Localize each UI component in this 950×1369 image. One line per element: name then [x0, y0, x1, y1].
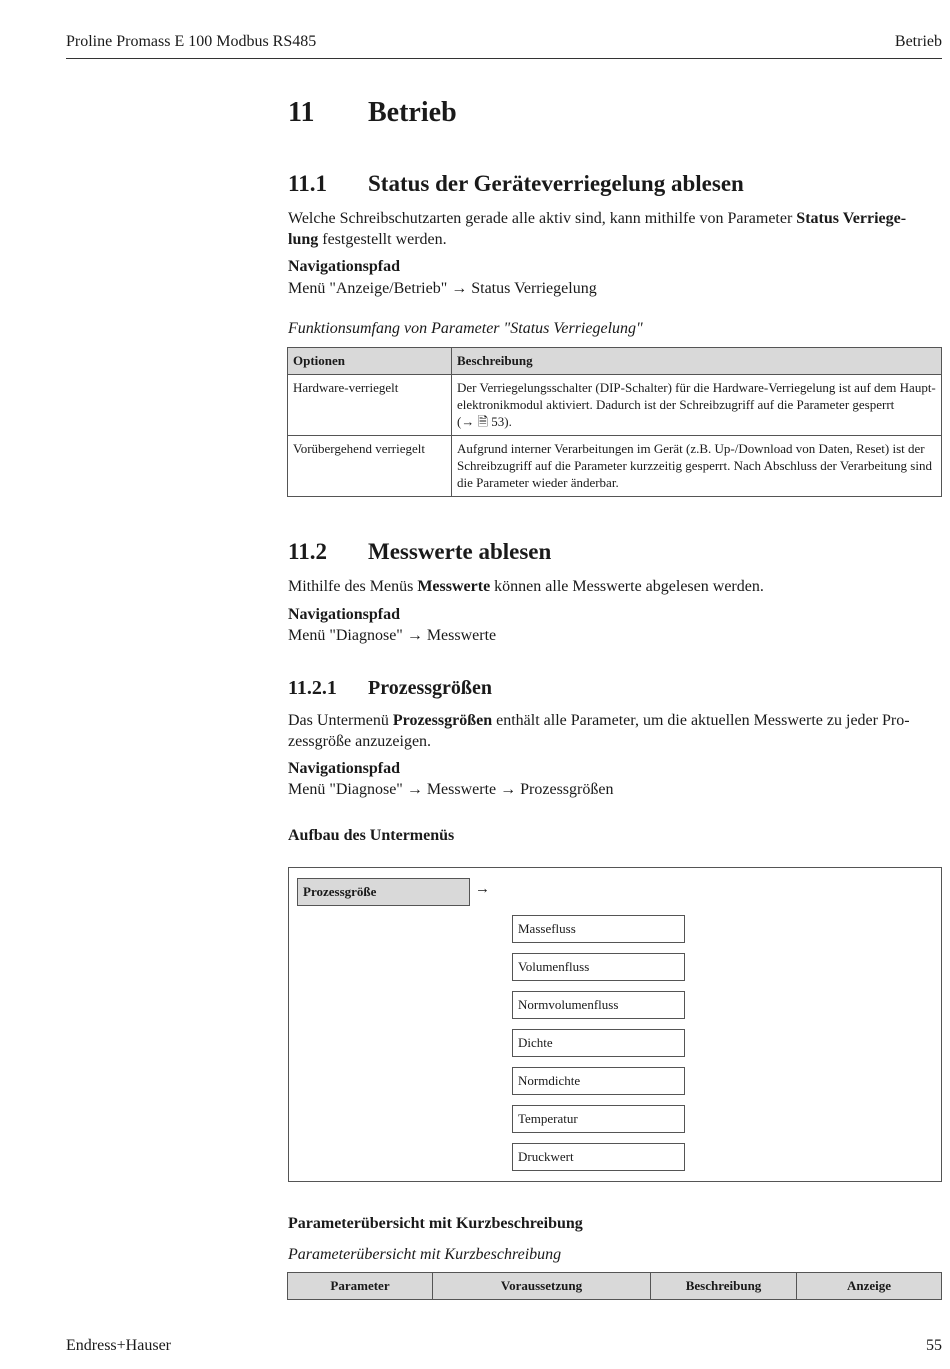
intro-text: Mithilfe des Menüs [288, 578, 418, 595]
description-cell [452, 436, 942, 497]
column-header-description: Beschreibung [452, 348, 942, 375]
parameter-tile-temperatur: Temperatur [512, 1105, 685, 1133]
intro-text-end: enthält alle Parameter, um die aktuellen Messwerte zu jeder Pro- [492, 712, 910, 729]
page-number: 55 [926, 1337, 942, 1354]
parameter-overview-table [287, 1272, 942, 1300]
chapter-number: 11 [288, 97, 315, 128]
description-line: elektronikmodul aktiviert. Dadurch ist der Schreibzugriff auf die Parameter gesperrt [457, 397, 895, 412]
section-heading-11-1 [288, 171, 744, 197]
section-number: 11.1 [288, 171, 327, 196]
section-11-2-1-intro [288, 710, 942, 752]
section-number: 11.2.1 [288, 677, 337, 699]
column-header-options: Optionen [288, 348, 452, 375]
section-11-1-intro [288, 208, 942, 250]
table-caption-11-1: Funktionsumfang von Parameter "Status Verriegelung" [288, 320, 643, 337]
description-line: Schreibzugriff auf die Parameter kurzzeitig gesperrt. Nach Abschluss der Verarbeitung sind [457, 458, 932, 473]
parameter-tile-dichte: Dichte [512, 1029, 685, 1057]
lock-status-table [287, 347, 942, 497]
parameter-tile-normdichte: Normdichte [512, 1067, 685, 1095]
option-cell: Hardware-verriegelt [288, 375, 452, 436]
arrow-right-icon: → [475, 881, 490, 897]
chapter-title: Betrieb [368, 97, 457, 128]
section-title: Messwerte ablesen [368, 539, 552, 564]
column-header-anzeige: Anzeige [797, 1273, 942, 1300]
submenu-diagram [288, 867, 942, 1182]
parameter-name: Status Verriege- [796, 210, 907, 227]
running-header-section: Betrieb [894, 33, 942, 50]
section-heading-11-2-1 [288, 677, 492, 700]
column-header-voraussetzung: Voraussetzung [433, 1273, 651, 1300]
section-11-2-intro [288, 576, 942, 597]
parameter-overview-heading: Parameterübersicht mit Kurzbeschreibung [288, 1215, 583, 1232]
section-title: Status der Geräteverriegelung ablesen [368, 171, 744, 196]
intro-text-end: festgestellt werden. [318, 231, 447, 248]
column-header-beschreibung: Beschreibung [651, 1273, 797, 1300]
nav-path-11-2-1: Menü "Diagnose" → Messwerte → Prozessgrößen [288, 781, 614, 798]
nav-label-11-2-1: Navigationspfad [288, 760, 401, 777]
footer-company: Endress+Hauser [66, 1337, 171, 1354]
intro-text-end: können alle Messwerte abgelesen werden. [490, 578, 764, 595]
submenu-structure-heading: Aufbau des Untermenüs [288, 827, 455, 844]
option-cell: Vorübergehend verriegelt [288, 436, 452, 497]
section-heading-11-2 [288, 539, 551, 565]
running-header-title: Proline Promass E 100 Modbus RS485 [66, 33, 317, 50]
table-header-row [288, 1273, 942, 1300]
table-header-row [288, 348, 942, 375]
nav-label-11-1: Navigationspfad [288, 258, 401, 275]
description-line: Aufgrund interner Verarbeitungen im Gerät (z.B. Up-/Download von Daten, Reset) ist der [457, 441, 925, 456]
table-row [288, 436, 942, 497]
table-row [288, 375, 942, 436]
parameter-name-cont: lung [288, 231, 319, 248]
section-number: 11.2 [288, 539, 327, 564]
page-reference-link[interactable]: (→ 🗎 53). [457, 414, 512, 429]
header-rule [66, 58, 942, 59]
parameter-tile-massefluss: Massefluss [512, 915, 685, 943]
description-line: die Parameter wieder änderbar. [457, 475, 619, 490]
nav-path-11-2: Menü "Diagnose" → Messwerte [288, 627, 497, 644]
chapter-heading [288, 97, 457, 129]
parameter-overview-caption: Parameterübersicht mit Kurzbeschreibung [288, 1246, 562, 1263]
parameter-tile-normvolumenfluss: Normvolumenfluss [512, 991, 685, 1019]
submenu-root-tile: Prozessgröße [297, 878, 470, 906]
intro-text-cont: zessgröße anzuzeigen. [288, 733, 432, 750]
submenu-name: Prozessgrößen [392, 712, 493, 729]
menu-name: Messwerte [417, 578, 491, 595]
intro-text: Welche Schreibschutzarten gerade alle aktiv sind, kann mithilfe von Parameter [288, 210, 797, 227]
nav-path-11-1: Menü "Anzeige/Betrieb" → Status Verriegelung [288, 280, 597, 297]
parameter-tile-druckwert: Druckwert [512, 1143, 685, 1171]
section-title: Prozessgrößen [368, 677, 493, 699]
intro-text: Das Untermenü [288, 712, 393, 729]
column-header-parameter: Parameter [288, 1273, 433, 1300]
description-line: Der Verriegelungsschalter (DIP-Schalter) für die Hardware-Verriegelung ist auf dem Haupt- [457, 380, 936, 395]
nav-label-11-2: Navigationspfad [288, 606, 401, 623]
description-cell [452, 375, 942, 436]
parameter-tile-volumenfluss: Volumenfluss [512, 953, 685, 981]
